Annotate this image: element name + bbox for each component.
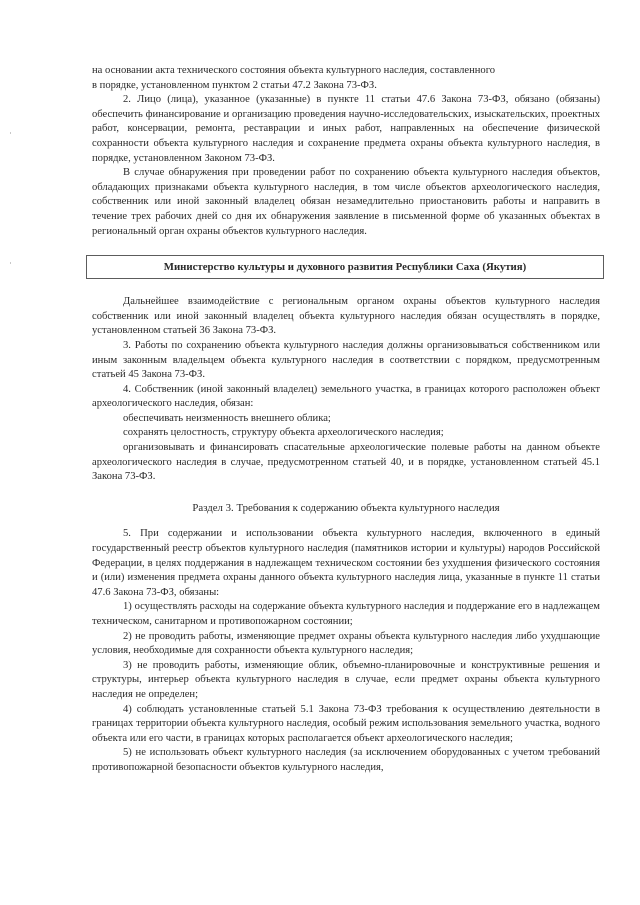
text-line: на основании акта технического состояния объекта культурного наследия, составленного bbox=[92, 65, 496, 76]
paragraph-5: 5. При содержании и использовании объекта культурного наследия, включенного в единый государственный реестр объектов культурного наследия (памятников истории и культуры) народов Российской Федерации, в целях поддержания в надлежащем техническом состоянии без ухудшения физического состояния и (или) изменения предмета охраны данного объекта культурного наследия лица, указанные в пункте 11 статьи 47.6 Закона 73-ФЗ, обязаны: bbox=[92, 528, 600, 598]
paragraph-2: 2. Лицо (лица), указанное (указанные) в пункте 11 статьи 47.6 Закона 73-ФЗ, обязано (обязаны) обеспечить финансирование и организацию проведения научно-исследовательских, изыскательских, проектных работ, консервации, ремонта, реставрации и иных работ, направленных на обеспечение физической сохранности объекта культурного наследия и сохранение предмета охраны объекта культурного наследия, в порядке, установленном Законом 73-ФЗ. bbox=[92, 94, 600, 164]
list-item: 2) не проводить работы, изменяющие предмет охраны объекта культурного наследия либо ухудшающие условия, необходимые для сохранности объекта культурного наследия; bbox=[92, 630, 600, 657]
document-body bbox=[92, 0, 600, 776]
list-item: 1) осуществлять расходы на содержание объекта культурного наследия и поддержание его в надлежащем техническом, санитарном и противопожарном состоянии; bbox=[92, 601, 600, 627]
ministry-name: Министерство культуры и духовного развития Республики Саха (Якутия) bbox=[163, 260, 527, 273]
paragraph-further: Дальнейшее взаимодействие с региональным органом охраны объектов культурного наследия собственник или иной законный владелец объекта культурного наследия обязан осуществлять в порядке, установленном статьей 36 Закона 73-ФЗ. bbox=[92, 296, 600, 337]
paragraph-3: 3. Работы по сохранению объекта культурного наследия должны организовываться собственником или иным законным владельцем объекта культурного наследия в соответствии с порядком, предусмотренным статьей 45 Закона 73-ФЗ. bbox=[92, 339, 600, 381]
scan-artifact bbox=[10, 262, 11, 264]
section-heading: Раздел 3. Требования к содержанию объекта культурного наследия bbox=[192, 501, 500, 514]
list-item: организовывать и финансировать спасательные археологические полевые работы на данном объекте археологического наследия в случае, предусмотренном статьей 40, и в порядке, установленном статьей 45.1 Закона 73-ФЗ. bbox=[92, 442, 600, 483]
list-item: 4) соблюдать установленные статьей 5.1 Закона 73-ФЗ требования к осуществлению деятельности в границах территории объекта культурного наследия, особый режим использования земельного участка, водного объекта или его части, в границах которых располагается объект археологического наследия; bbox=[92, 703, 600, 744]
scan-artifact bbox=[10, 132, 11, 134]
paragraph-discovery: В случае обнаружения при проведении работ по сохранению объекта культурного наследия объектов, обладающих признаками объекта культурного наследия, в том числе объектов археологического наследия, собственник или иной законный владелец обязан незамедлительно приостановить работы и направить в течение трех рабочих дней со дня их обнаружения заявление в письменной форме об указанных объектах в региональный орган охраны объектов культурного наследия. bbox=[92, 167, 600, 237]
list-item: сохранять целостность, структуру объекта археологического наследия; bbox=[123, 427, 444, 439]
list-item: 3) не проводить работы, изменяющие облик, объемно-планировочные и конструктивные решения и структуры, интерьер объекта культурного наследия в случае, если предмет охраны объекта культурного наследия не определен; bbox=[92, 659, 600, 700]
list-item: обеспечивать неизменность внешнего облика; bbox=[123, 412, 331, 424]
ministry-box bbox=[86, 255, 604, 279]
list-item: 5) не использовать объект культурного наследия (за исключением оборудованных с учетом требований противопожарной безопасности объектов культурного наследия, bbox=[92, 747, 600, 773]
paragraph-4: 4. Собственник (иной законный владелец) земельного участка, в границах которого расположен объект археологического наследия, обязан: bbox=[92, 383, 600, 410]
text-line: в порядке, установленном пунктом 2 статьи 47.2 Закона 73-ФЗ. bbox=[92, 79, 377, 91]
